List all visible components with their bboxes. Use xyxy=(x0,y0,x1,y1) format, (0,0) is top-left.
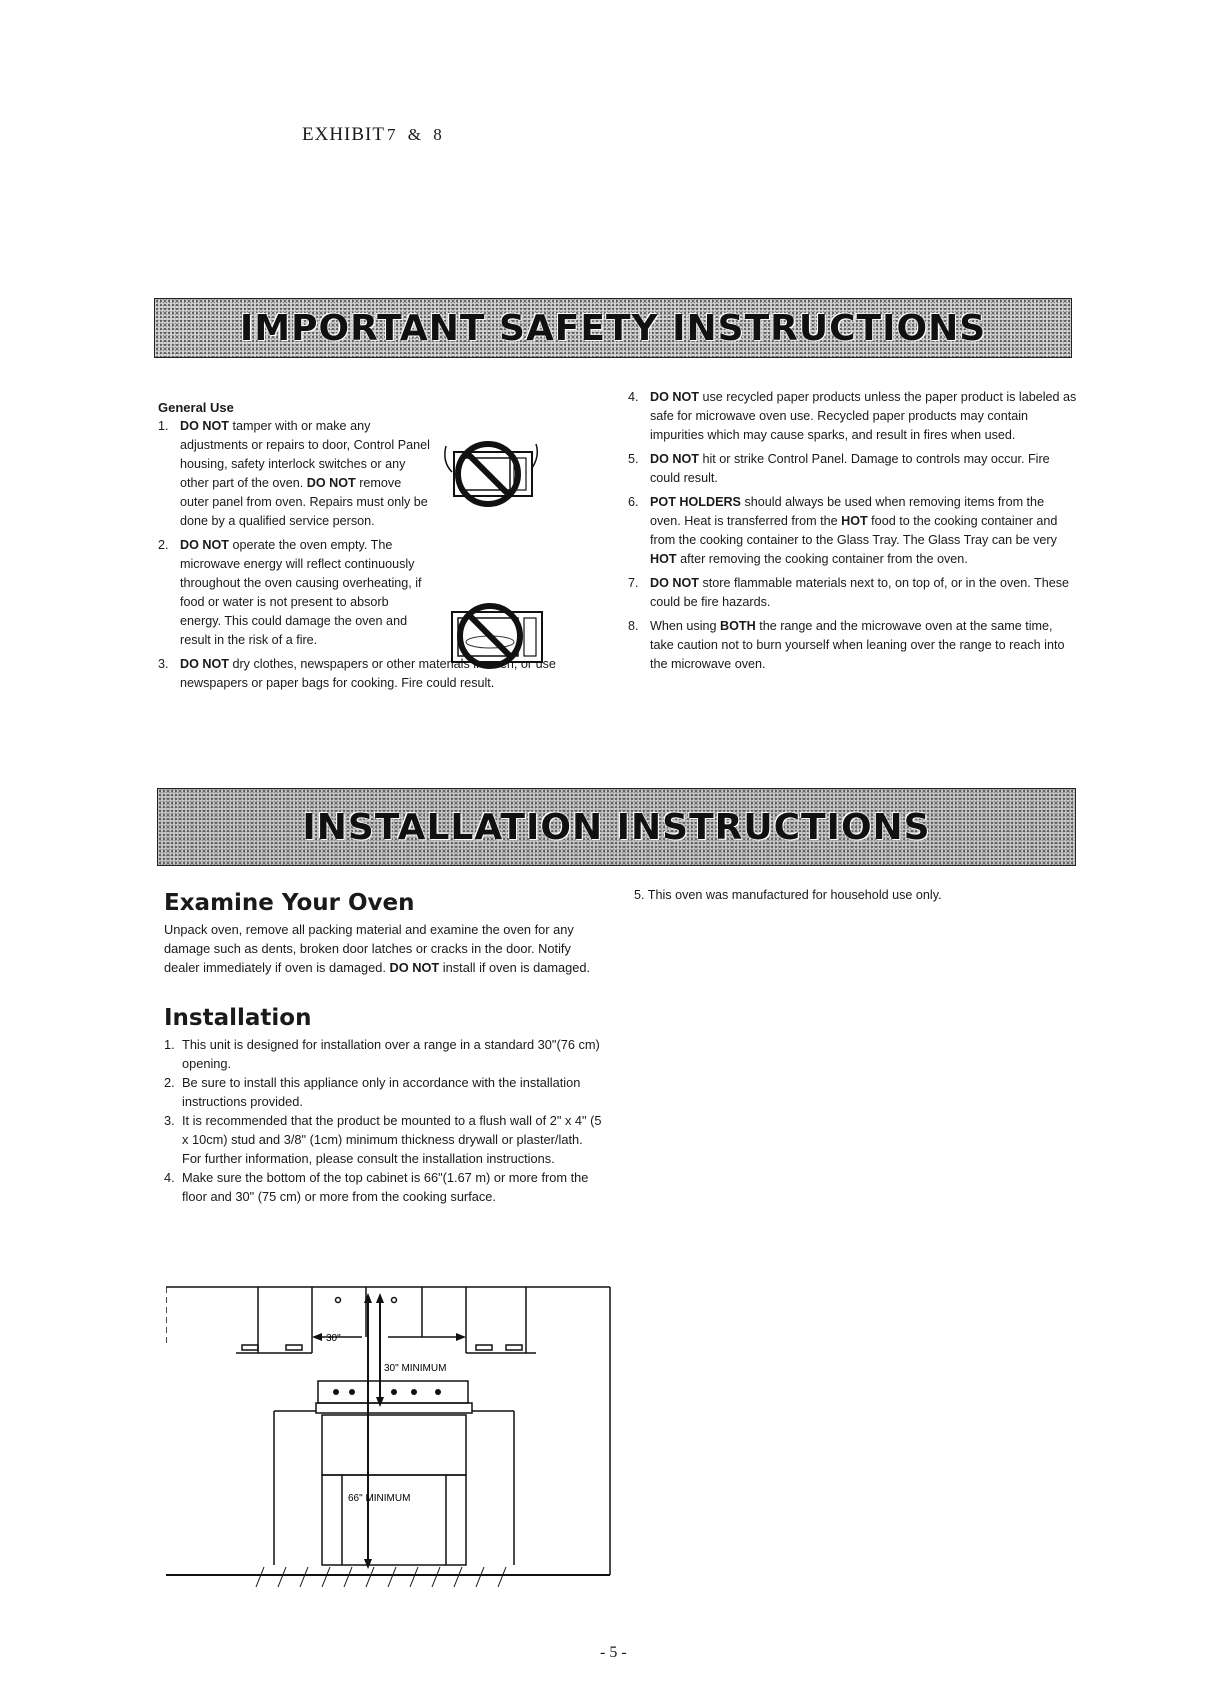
item-body: Make sure the bottom of the top cabinet is 66"(1.67 m) or more from the floor and 30" (75 cm) or more from the cooking surface. xyxy=(182,1170,589,1204)
item-bold: HOT xyxy=(841,514,868,528)
item-bold: DO NOT xyxy=(180,419,229,433)
exhibit-text: EXHIBIT xyxy=(302,124,385,145)
item-number: 1. xyxy=(164,1037,175,1052)
list-item xyxy=(628,617,1078,674)
list-item xyxy=(164,1111,604,1168)
item-bold: DO NOT xyxy=(306,476,356,490)
item-bold: POT HOLDERS xyxy=(650,495,741,509)
installation-heading: Installation xyxy=(164,1005,312,1031)
item-bold: BOTH xyxy=(720,619,756,633)
examine-heading: Examine Your Oven xyxy=(164,890,415,916)
examine-text: Unpack oven, remove all packing material and examine the oven for any damage such as dents, broken door latches or cracks in the door. Notify dealer immediately if oven is damaged. xyxy=(164,922,574,975)
dimension-label-30-minimum: 30" MINIMUM xyxy=(384,1363,447,1374)
dimension-label-30: 30" xyxy=(326,1333,341,1344)
exhibit-numbers: 7 & 8 xyxy=(386,125,443,144)
item-number: 8. xyxy=(628,619,639,633)
item-number: 5. xyxy=(628,452,639,466)
item-body: the range and the microwave oven at the same time, take caution not to burn yourself when leaning over the range to reach into the microwave oven. xyxy=(650,619,1065,671)
no-empty-operation-icon xyxy=(446,598,546,674)
installation-banner xyxy=(157,788,1076,866)
list-item xyxy=(164,1073,604,1111)
item-bold: DO NOT xyxy=(650,390,699,404)
list-item xyxy=(164,1168,604,1206)
examine-body xyxy=(164,920,604,977)
item-number: 2. xyxy=(158,538,169,552)
item-text xyxy=(180,417,430,531)
item-body: store flammable materials next to, on top of, or in the oven. These could be fire hazards. xyxy=(650,576,1070,609)
list-item xyxy=(628,388,1078,445)
page-number: - 5 - xyxy=(600,1644,627,1661)
item-bold: DO NOT xyxy=(180,538,229,552)
item-body: tamper with or make any adjustments or repairs to door, Control Panel housing, safety interlock switches or any other part of the oven. xyxy=(180,419,430,490)
item-body: This unit is designed for installation over a range in a standard 30"(76 cm) opening. xyxy=(182,1037,600,1071)
item-text xyxy=(180,536,430,650)
item-body: Be sure to install this appliance only in accordance with the installation instructions provided. xyxy=(182,1075,581,1109)
safety-list-right xyxy=(628,388,1078,674)
general-use-heading: General Use xyxy=(158,400,234,415)
item-number: 3. xyxy=(158,657,169,671)
item-bold: DO NOT xyxy=(650,576,699,590)
item-body: should always be used when removing items from the oven. Heat is transferred from the xyxy=(650,495,1045,528)
item-body: after removing the cooking container from the oven. xyxy=(676,552,968,566)
examine-bold: DO NOT xyxy=(389,960,440,975)
note-text: This oven was manufactured for household use only. xyxy=(647,888,942,902)
dimension-label-66-minimum: 66" MINIMUM xyxy=(348,1493,411,1504)
household-use-note xyxy=(634,888,1074,902)
item-body: It is recommended that the product be mounted to a flush wall of 2" x 4" (5 x 10cm) stud and 3/8" (1cm) minimum thickness drywall or plaster/lath. For further information, please consult the installation instructions. xyxy=(182,1113,602,1166)
item-number: 2. xyxy=(164,1075,175,1090)
item-number: 7. xyxy=(628,576,639,590)
item-body: use recycled paper products unless the paper product is labeled as safe for microwave oven use. Recycled paper products may contain impurities which may cause sparks, and result in fires when used. xyxy=(650,390,1077,442)
installation-list xyxy=(164,1035,604,1206)
safety-banner xyxy=(154,298,1072,358)
item-number: 3. xyxy=(164,1113,175,1128)
installation-section xyxy=(164,890,604,1206)
item-body: hit or strike Control Panel. Damage to controls may occur. Fire could result. xyxy=(650,452,1050,485)
item-body: remove outer panel from oven. Repairs must only be done by a qualified service person. xyxy=(180,476,428,528)
item-body: When using xyxy=(650,619,721,633)
note-number: 5. xyxy=(634,888,645,902)
exhibit-label xyxy=(302,124,443,146)
item-number: 6. xyxy=(628,495,639,509)
list-item xyxy=(158,417,608,531)
list-item xyxy=(164,1035,604,1073)
list-item xyxy=(628,450,1078,488)
item-bold: HOT xyxy=(650,552,677,566)
item-body: dry clothes, newspapers or other materials in oven, or use newspapers or paper bags for cooking. Fire could result. xyxy=(180,657,556,690)
no-tamper-icon xyxy=(440,432,540,508)
item-bold: DO NOT xyxy=(180,657,229,671)
item-bold: DO NOT xyxy=(650,452,699,466)
item-number: 1. xyxy=(158,419,169,433)
installation-banner-title: INSTALLATION INSTRUCTIONS xyxy=(302,806,931,848)
item-number: 4. xyxy=(628,390,639,404)
item-number: 4. xyxy=(164,1170,175,1185)
installation-diagram xyxy=(166,1285,616,1590)
safety-items-right xyxy=(628,388,1078,679)
item-body: food to the cooking container and from the cooking container to the Glass Tray. The Glass Tray can be very xyxy=(650,514,1058,547)
item-body: operate the oven empty. The microwave energy will reflect continuously throughout the oven causing overheating, if food or water is not present to absorb energy. This could damage the oven and result in the risk of a fire. xyxy=(180,538,422,647)
examine-text: install if oven is damaged. xyxy=(439,960,591,975)
list-item xyxy=(628,574,1078,612)
safety-banner-title: IMPORTANT SAFETY INSTRUCTIONS xyxy=(239,307,987,349)
list-item xyxy=(628,493,1078,569)
